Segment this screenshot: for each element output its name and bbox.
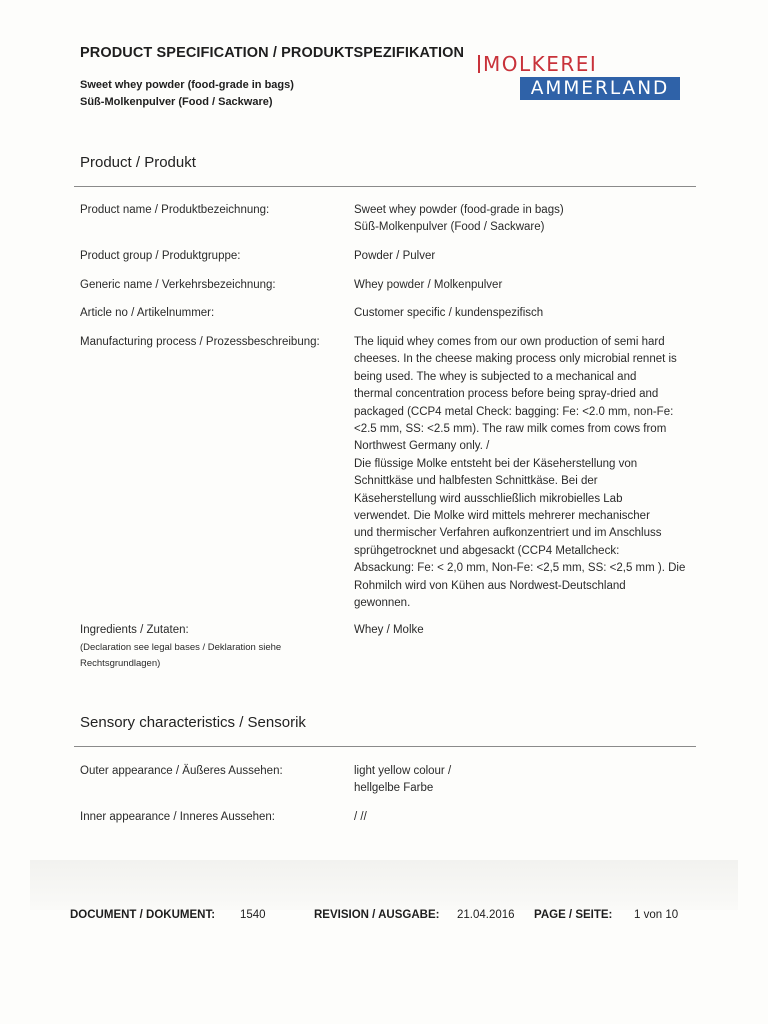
footer-revision-label: REVISION / AUSGABE:	[314, 909, 440, 921]
process-text-line: being used. The whey is subjected to a mechanical and	[354, 370, 637, 383]
process-text-line: Die flüssige Molke entsteht bei der Käseherstellung von	[354, 457, 638, 470]
product-subtitle-de: Süß-Molkenpulver (Food / Sackware)	[80, 96, 273, 108]
process-text-line: The liquid whey comes from our own production of semi hard	[354, 336, 665, 348]
ingredients-label-text: Ingredients / Zutaten:	[80, 624, 189, 636]
footer-page-label: PAGE / SEITE:	[534, 909, 613, 921]
ingredients-note-line: (Declaration see legal bases / Deklaration siehe	[80, 641, 282, 653]
footer-document-label: DOCUMENT / DOKUMENT:	[70, 909, 216, 921]
ingredients-label	[80, 622, 281, 672]
process-text-line: cheeses. In the cheese making process only microbial rennet is	[354, 353, 677, 366]
ingredients-value: Whey / Molke	[354, 624, 424, 636]
manufacturing-process-label: Manufacturing process / Prozessbeschreibung:	[80, 336, 320, 348]
article-no-value: Customer specific / kundenspezifisch	[354, 307, 544, 319]
process-text-line: Rohmilch wird von Kühen aus Nordwest-Deutschland	[354, 579, 626, 592]
process-text-line: und thermischer Verfahren aufkonzentriert und im Anschluss	[354, 527, 662, 540]
footer-page-value: 1 von 10	[634, 909, 679, 921]
inner-appearance-label: Inner appearance / Inneres Aussehen:	[80, 811, 276, 823]
product-name-value-line: Süß-Molkenpulver (Food / Sackware)	[354, 221, 545, 234]
process-text-line: sprühgetrocknet und abgesackt (CCP4 Metallcheck:	[354, 544, 620, 557]
generic-name-value: Whey powder / Molkenpulver	[354, 279, 503, 291]
company-logo	[478, 52, 682, 100]
process-text-line: verwendet. Die Molke wird mittels mehrerer mechanischer	[354, 510, 650, 523]
product-name-label: Product name / Produktbezeichnung:	[80, 204, 270, 216]
product-name-value	[354, 202, 699, 237]
page-title: PRODUCT SPECIFICATION / PRODUKTSPEZIFIKATION	[80, 45, 465, 61]
section-title-sensory: Sensory characteristics / Sensorik	[80, 714, 306, 731]
process-text-line: <2.5 mm, SS: <2.5 mm). The raw milk comes from cows from	[354, 423, 667, 436]
process-text-line: gewonnen.	[354, 597, 411, 610]
article-no-label: Article no / Artikelnummer:	[80, 307, 215, 319]
logo-line-ammerland: AMMERLAND	[520, 77, 680, 100]
process-text-line: packaged (CCP4 metal Check: bagging: Fe: <2.0 mm, non-Fe:	[354, 405, 674, 418]
outer-appearance-label: Outer appearance / Äußeres Aussehen:	[80, 765, 283, 777]
section-divider	[74, 746, 696, 747]
generic-name-label: Generic name / Verkehrsbezeichnung:	[80, 279, 276, 291]
ingredients-note-line: Rechtsgrundlagen)	[80, 657, 161, 669]
process-text-line: thermal concentration process before being spray-dried and	[354, 388, 659, 401]
product-group-value: Powder / Pulver	[354, 250, 436, 262]
footer-document-value: 1540	[240, 909, 266, 921]
logo-text-molkerei: MOLKEREI	[483, 52, 598, 76]
footer-revision-value: 21.04.2016	[457, 909, 515, 921]
product-group-label: Product group / Produktgruppe:	[80, 250, 241, 262]
process-text-line: Northwest Germany only. /	[354, 440, 490, 453]
section-title-product: Product / Produkt	[80, 154, 196, 171]
process-text-line: Schnittkäse und halbfesten Schnittkäse. Bei der	[354, 475, 598, 488]
outer-appearance-value-line: hellgelbe Farbe	[354, 782, 434, 795]
outer-appearance-value-line: light yellow colour /	[354, 765, 452, 777]
manufacturing-process-value	[354, 334, 699, 613]
section-divider	[74, 186, 696, 187]
inner-appearance-value: / //	[354, 811, 367, 823]
product-subtitle-en: Sweet whey powder (food-grade in bags)	[80, 79, 294, 91]
logo-line-molkerei	[478, 52, 658, 76]
process-text-line: Absackung: Fe: < 2,0 mm, Non-Fe: <2,5 mm, SS: <2,5 mm ). Die	[354, 562, 686, 575]
process-text-line: Käseherstellung wird ausschließlich mikrobielles Lab	[354, 492, 623, 505]
outer-appearance-value	[354, 763, 699, 798]
product-name-value-line: Sweet whey powder (food-grade in bags)	[354, 204, 564, 216]
footer-band	[30, 860, 738, 910]
